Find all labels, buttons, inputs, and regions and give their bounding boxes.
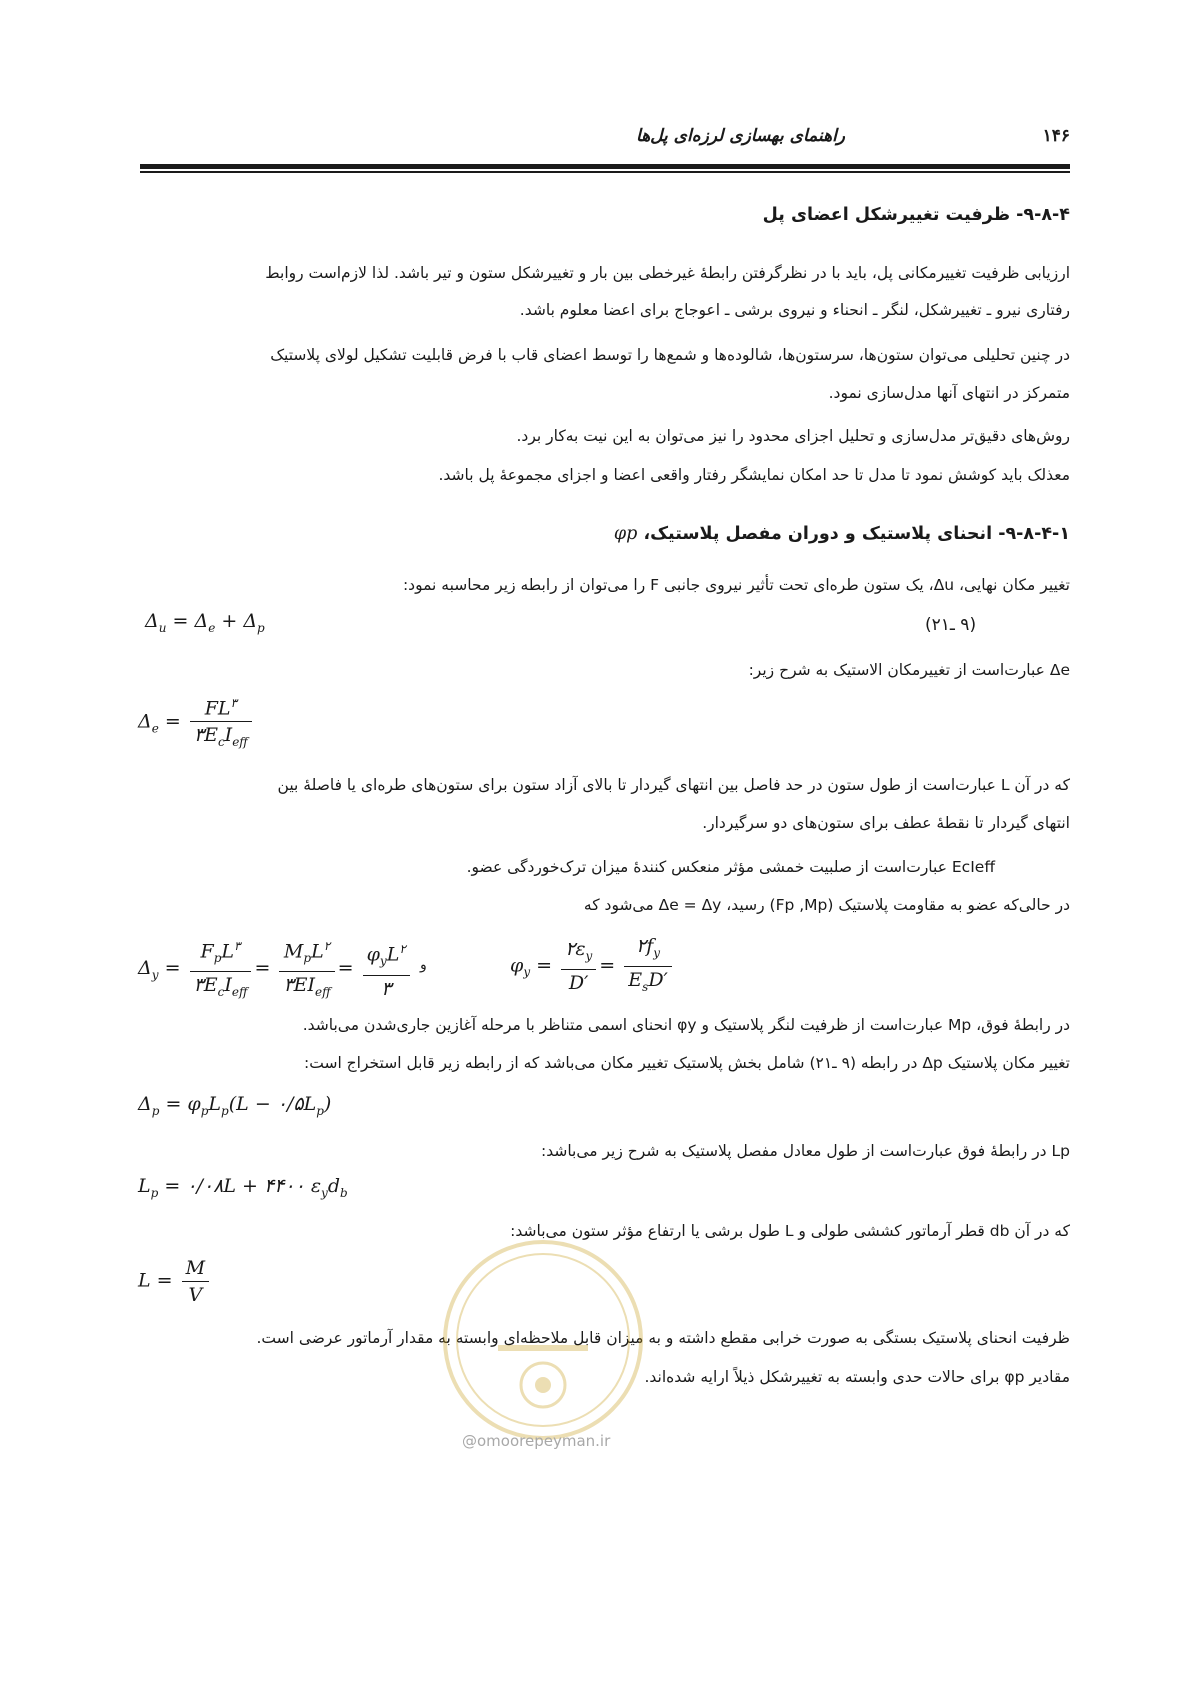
paragraph-4: معذلک باید کوشش نمود تا مدل تا حد امکان نمایشگر رفتار واقعی اعضا و اجزای مجموعهٔ پل باشد. (438, 466, 1070, 484)
Mp-definition: در رابطهٔ فوق، Mp عبارت‌است از ظرفیت لنگر پلاستیک و φy انحنای اسمی متناظر با مرحله آغازین جاری‌شدن می‌باشد. (302, 1016, 1070, 1034)
watermark-url: @omoorepeyman.ir (462, 1432, 611, 1450)
Lp-definition: Lp در رابطهٔ فوق عبارت‌است از طول معادل مفصل پلاستیک به شرح زیر می‌باشد: (540, 1142, 1070, 1160)
subsection-heading-symbol: φp (613, 524, 638, 544)
intro-text: تغییر مکان نهایی، Δu، یک ستون طره‌ای تحت تأثیر نیروی جانبی F را می‌توان از رابطه زیر محاسبه نمود: (402, 576, 1070, 594)
L-definition-line-2: انتهای گیردار تا نقطهٔ عطف برای ستون‌های دو سرگیردار. (702, 814, 1070, 832)
yield-condition-text: در حالی‌که عضو به مقاومت پلاستیک (Fp ,Mp) رسید، Δe = Δy می‌شود که (583, 896, 1070, 914)
equation-delta-y: $\Delta_y$ = $\frac{F_pL^۳}{۳E_cI_{eff}}$ = $\frac{M_pL^۲}{۳EI_{eff}}$ = $\frac{\varphi_yL^۲}{۳}$ (138, 933, 413, 1005)
equation-phi-y: $\varphi_y$ = $\frac{۲\varepsilon_y}{D'}$ = $\frac{۲f_y}{E_sD'}$ (510, 933, 675, 1000)
running-header-title: راهنمای بهسازی لرزه‌ای پل‌ها (636, 126, 845, 146)
plastic-displacement-text: تغییر مکان پلاستیک Δp در رابطه (۹ ـ۲۱) شامل بخش پلاستیک تغییر مکان می‌باشد که از رابطه زیر قابل استخراج است: (304, 1054, 1070, 1072)
equation-9-21: $\Delta_u = \Delta_e + \Delta_p$ (145, 610, 265, 635)
subsection-heading-text: ۹-۸-۴-۱- انحنای پلاستیک و دوران مفصل پلاستیک، (637, 524, 1070, 544)
and-word: و (420, 957, 427, 973)
equation-L-M-V: L = $\frac{M}{V}$ (138, 1255, 212, 1308)
header-rule-thin (140, 171, 1070, 173)
equation-delta-p: $\Delta_p = \varphi_pL_p(L$ − $۰/۵L_p$) (138, 1093, 332, 1118)
db-definition: که در آن db قطر آرماتور کششی طولی و L طول برشی یا ارتفاع مؤثر ستون می‌باشد: (510, 1222, 1070, 1240)
L-definition-line-1: که در آن L عبارت‌است از طول ستون در حد فاصل بین انتهای گیردار تا بالای آزاد ستون برای ستون‌های طره‌ای یا فاصلهٔ بین (277, 776, 1070, 794)
capacity-text: ظرفیت انحنای پلاستیک بستگی به صورت خرابی مقطع داشته و به میزان قابل ملاحظه‌ای وابسته به مقدار آرماتور عرضی است. (256, 1329, 1070, 1347)
EI-definition: EcIeff عبارت‌است از صلبیت خمشی مؤثر منعکس کنندهٔ میزان ترک‌خوردگی عضو. (466, 858, 995, 876)
paragraph-2-line-1: در چنین تحلیلی می‌توان ستون‌ها، سرستون‌ها، شالوده‌ها و شمع‌ها را توسط اعضای قاب با فرض قابلیت تشکیل لولای پلاستیک (270, 346, 1070, 364)
page-number: ۱۴۶ (1042, 126, 1070, 146)
section-heading: ۹-۸-۴- ظرفیت تغییرشکل اعضای پل (762, 205, 1070, 225)
paragraph-1-line-2: رفتاری نیرو ـ تغییرشکل، لنگر ـ انحناء و نیروی برشی ـ اعوجاج برای اعضا معلوم باشد. (519, 301, 1070, 319)
header-rule (140, 164, 1070, 169)
paragraph-1-line-1: ارزیابی ظرفیت تغییرمکانی پل، باید با در نظرگرفتن رابطهٔ غیرخطی بین بار و تغییرشکل ستون و تیر باشد. لذا لازم‌است روابط (265, 264, 1070, 282)
subsection-heading (614, 524, 1070, 544)
delta-e-definition: Δe عبارت‌است از تغییرمکان الاستیک به شرح زیر: (748, 661, 1070, 679)
equation-Lp: $L_p$ = ۰/۰۸L + ۴۴۰۰ $\varepsilon_yd_b$ (138, 1175, 348, 1200)
values-text: مقادیر φp برای حالات حدی وابسته به تغییرشکل ذیلاً ارایه شده‌اند. (644, 1368, 1070, 1386)
equation-number: (۹ ـ۲۱) (925, 615, 977, 635)
paragraph-2-line-2: متمرکز در انتهای آنها مدل‌سازی نمود. (828, 384, 1070, 402)
equation-delta-e: $\Delta_e$ = $\frac{FL^۳}{۳E_cI_{eff}}$ (138, 690, 255, 755)
paragraph-3: روش‌های دقیق‌تر مدل‌سازی و تحلیل اجزای محدود را نیز می‌توان به این نیت به‌کار برد. (516, 427, 1070, 445)
watermark-logo (438, 1235, 648, 1445)
